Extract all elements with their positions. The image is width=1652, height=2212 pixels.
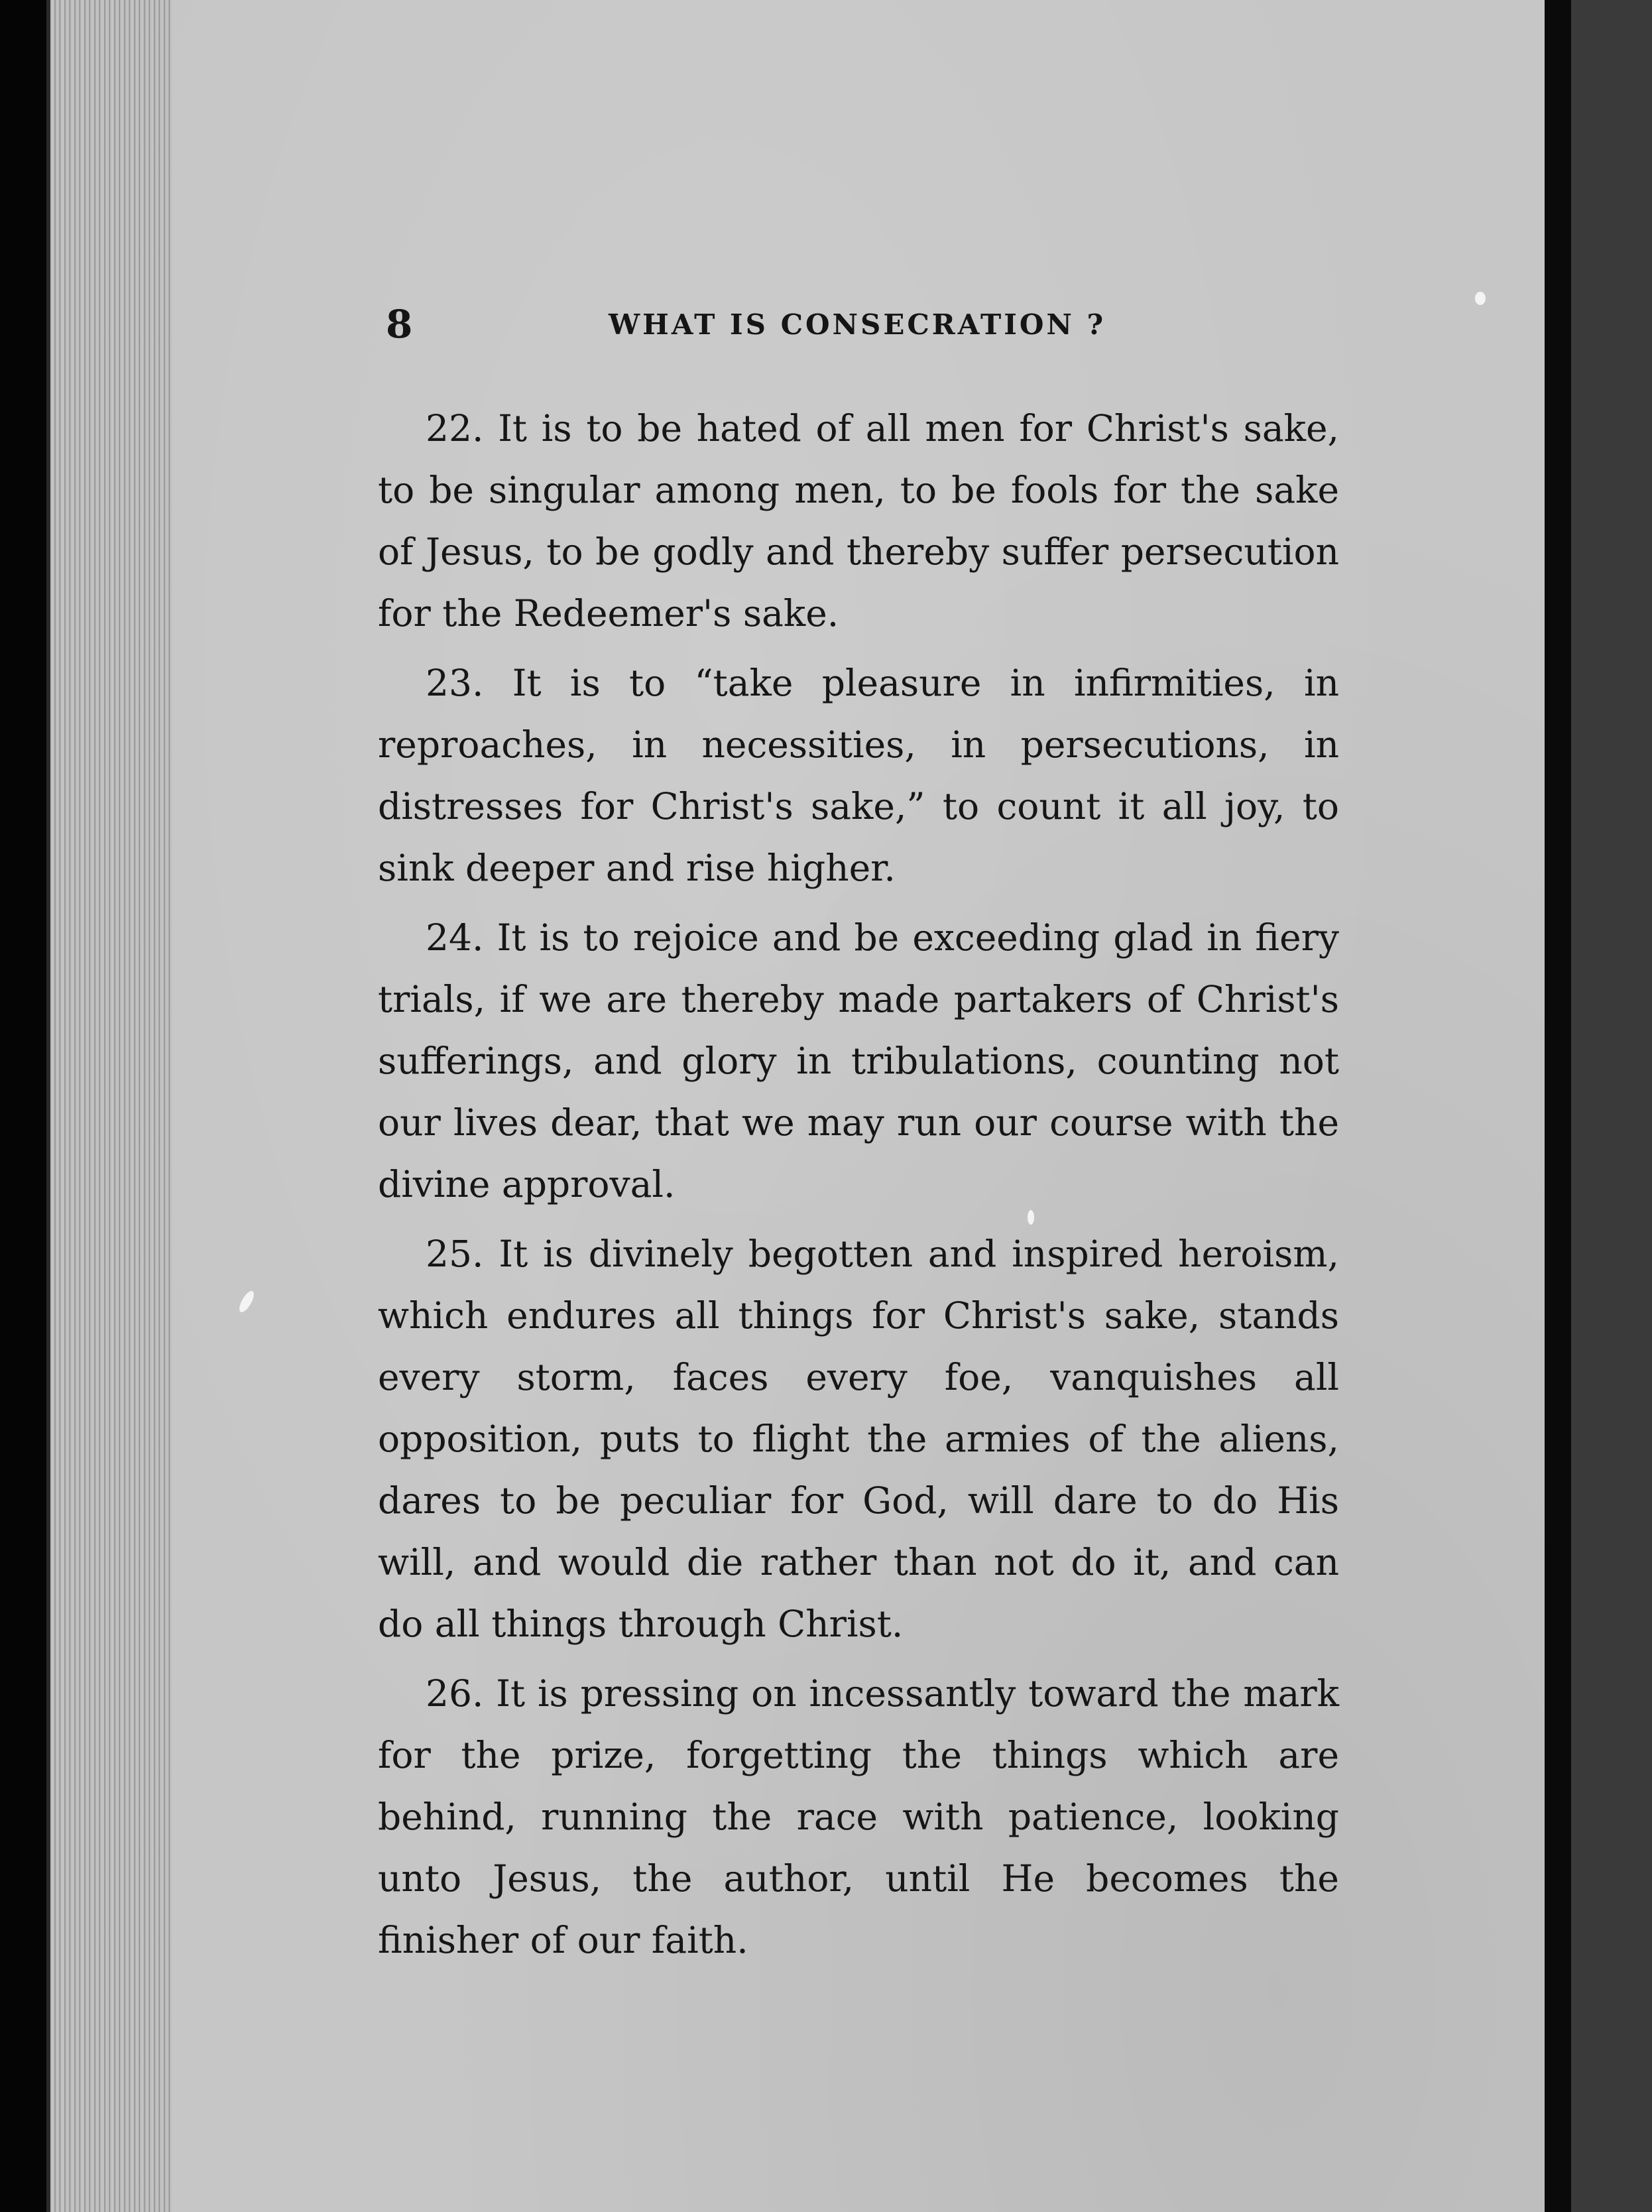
- paragraph-number: 23.: [426, 662, 484, 704]
- scan-speck: [1475, 292, 1486, 305]
- paragraph-text: It is to “take pleasure in infirmities, in reproaches, in necessities, in persecutions, in distresses for Christ's sake,” to count it all joy, to sink deeper and rise higher.: [378, 662, 1339, 889]
- paragraph-text: It is divinely begotten and inspired heroism, which endures all things for Christ's sake, stands every storm, faces every foe, vanquishes all opposition, puts to flight the armies of the aliens, dares to be peculiar for God, will dare to do His will, and would die rather than not do it, and can do all things through Christ.: [378, 1233, 1340, 1645]
- page-title: WHAT IS CONSECRATION ?: [609, 308, 1106, 341]
- paragraph-24: [378, 907, 1339, 1215]
- paragraph-number: 26.: [426, 1672, 484, 1715]
- paragraph-25: [378, 1223, 1339, 1655]
- page-number: 8: [386, 302, 413, 347]
- paragraph-22: [378, 398, 1339, 645]
- paragraph-number: 25.: [426, 1233, 484, 1275]
- page-edges: [46, 0, 183, 2212]
- right-border: [1545, 0, 1571, 2212]
- running-head: [386, 302, 1380, 355]
- paragraph-text: It is to rejoice and be exceeding glad in fiery trials, if we are thereby made partakers of Christ's sufferings, and glory in tribulations, counting not our lives dear, that we may run our course with the divine approval.: [378, 916, 1339, 1205]
- body-text: [378, 398, 1339, 1971]
- paragraph-23: [378, 652, 1339, 899]
- right-strip: [1571, 0, 1652, 2212]
- paragraph-number: 24.: [426, 916, 484, 959]
- paragraph-number: 22.: [426, 407, 484, 450]
- paragraph-text: It is pressing on incessantly toward the mark for the prize, forgetting the things which are behind, running the race with patience, looking unto Jesus, the author, until He becomes the finisher of our faith.: [378, 1672, 1339, 1961]
- paragraph-26: [378, 1663, 1339, 1971]
- paragraph-text: It is to be hated of all men for Christ's sake, to be singular among men, to be fools for the sake of Jesus, to be godly and thereby suffer persecution for the Redeemer's sake.: [378, 407, 1339, 635]
